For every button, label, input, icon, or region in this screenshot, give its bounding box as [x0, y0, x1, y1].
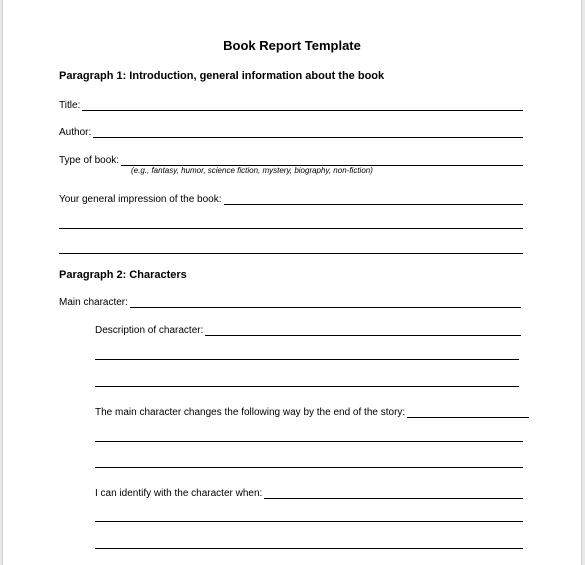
paragraph-1-heading: Paragraph 1: Introduction, general information about the book	[59, 70, 385, 82]
character-changes-field[interactable]	[95, 404, 529, 418]
type-of-book-blank-line[interactable]	[121, 155, 523, 166]
identify-field[interactable]	[95, 485, 523, 499]
description-label: Description of character:	[95, 325, 204, 336]
main-character-blank-line[interactable]	[130, 297, 521, 308]
impression-blank-line[interactable]	[224, 194, 523, 205]
identify-blank-line-3[interactable]	[95, 548, 523, 549]
impression-field[interactable]	[59, 191, 523, 205]
character-changes-label: The main character changes the following way by the end of the story:	[95, 407, 406, 418]
type-of-book-label: Type of book:	[59, 155, 120, 166]
main-character-label: Main character:	[59, 297, 128, 308]
character-changes-blank-line[interactable]	[407, 407, 529, 418]
author-field[interactable]	[59, 124, 523, 138]
author-label: Author:	[59, 127, 92, 138]
title-field[interactable]	[59, 97, 523, 111]
impression-label: Your general impression of the book:	[59, 194, 222, 205]
description-field[interactable]	[95, 322, 521, 336]
title-label: Title:	[59, 100, 81, 111]
author-blank-line[interactable]	[93, 127, 523, 138]
description-blank-line-3[interactable]	[95, 386, 519, 387]
description-blank-line[interactable]	[205, 325, 521, 336]
identify-label: I can identify with the character when:	[95, 488, 263, 499]
document-page	[2, 0, 582, 565]
character-changes-blank-line-3[interactable]	[95, 467, 523, 468]
type-of-book-field[interactable]	[59, 152, 523, 166]
main-character-field[interactable]	[59, 294, 521, 308]
impression-blank-line-3[interactable]	[59, 253, 523, 254]
title-blank-line[interactable]	[82, 100, 523, 111]
document-title: Book Report Template	[223, 38, 361, 53]
paragraph-2-heading: Paragraph 2: Characters	[59, 269, 187, 281]
character-changes-blank-line-2[interactable]	[95, 441, 523, 442]
description-blank-line-2[interactable]	[95, 359, 519, 360]
identify-blank-line[interactable]	[264, 488, 523, 499]
type-of-book-hint: (e.g., fantasy, humor, science fiction, mystery, biography, non-fiction)	[131, 166, 373, 175]
impression-blank-line-2[interactable]	[59, 228, 523, 229]
identify-blank-line-2[interactable]	[95, 521, 523, 522]
